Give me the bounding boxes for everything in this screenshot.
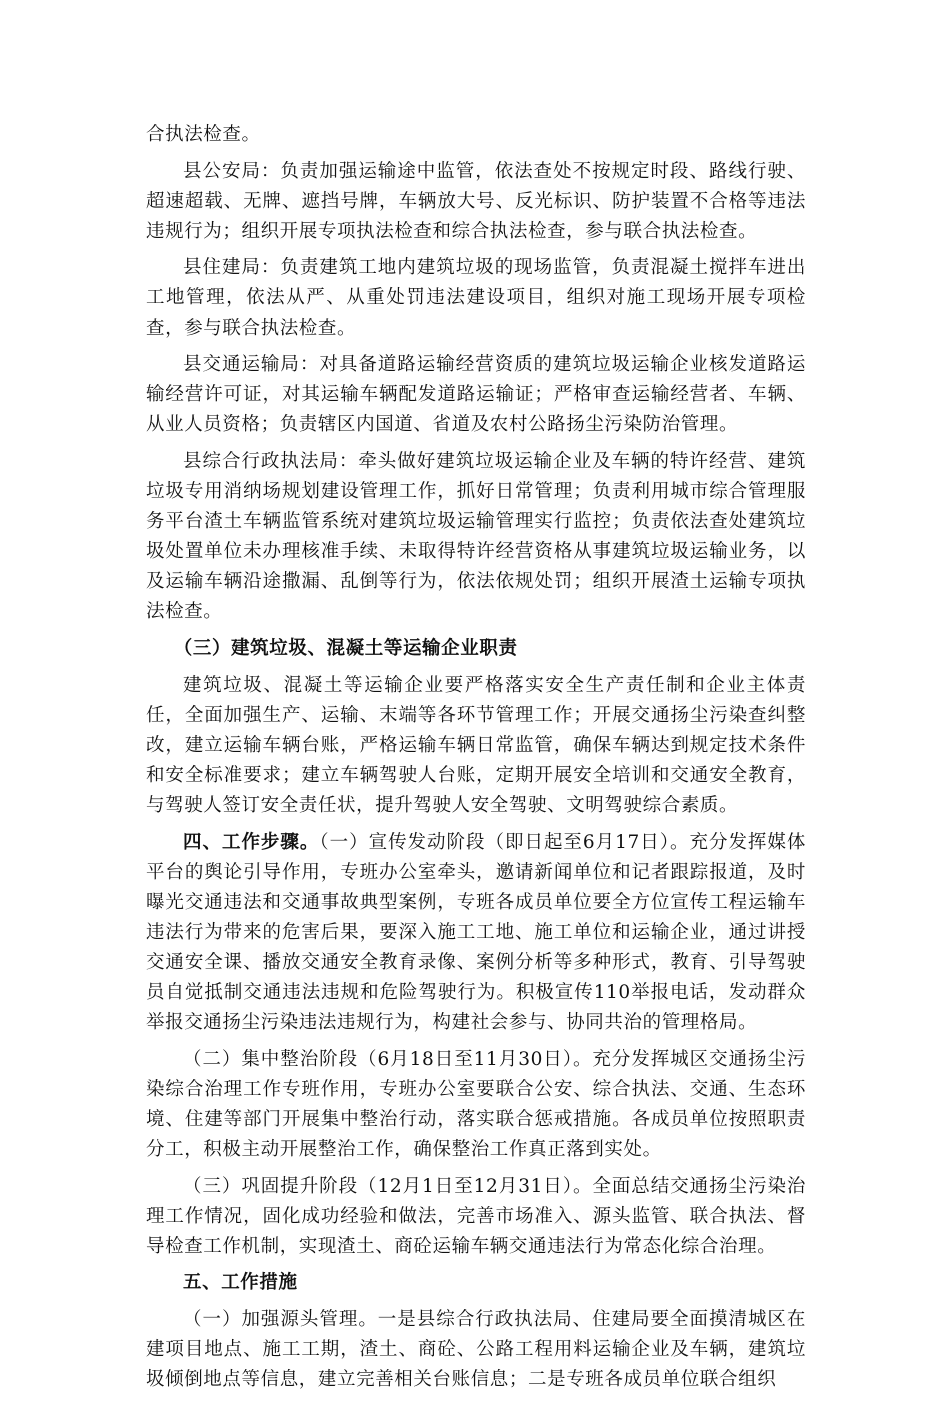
paragraph-housing-construction: 县住建局：负责建筑工地内建筑垃圾的现场监管，负责混凝土搅拌车进出工地管理，依法从严、从重处罚违法建设项目，组织对施工现场开展专项检查，参与联合执法检查。 (146, 257, 806, 339)
paragraph-public-security: 县公安局：负责加强运输途中监管，依法查处不按规定时段、路线行驶、超速超载、无牌、遮挡号牌，车辆放大号、反光标识、防护装置不合格等违法违规行为；组织开展专项执法检查和综合执法检查，参与联合执法检查。 (146, 160, 806, 242)
paragraph-transportation: 县交通运输局：对具备道路运输经营资质的建筑垃圾运输企业核发道路运输经营许可证，对其运输车辆配发道路运输证；严格审查运输经营者、车辆、从业人员资格；负责辖区内国道、省道及农村公路扬尘污染防治管理。 (146, 354, 806, 436)
section-heading-work-measures: 五、工作措施 (183, 1272, 298, 1294)
paragraph-source-management: （一）加强源头管理。一是县综合行政执法局、住建局要全面摸清城区在建项目地点、施工工期，渣土、商砼、公路工程用料运输企业及车辆，建筑垃圾倾倒地点等信息，建立完善相关台账信息；二是专班各成员单位联合组织 (146, 1308, 806, 1391)
paragraph-law-enforcement: 县综合行政执法局：牵头做好建筑垃圾运输企业及车辆的特许经营、建筑垃圾专用消纳场规划建设管理工作，抓好日常管理；负责利用城市综合管理服务平台渣土车辆监管系统对建筑垃圾运输管理实行监控；负责依法查处建筑垃圾处置单位未办理核准手续、未取得特许经营资格从事建筑垃圾运输业务，以及运输车辆沿途撒漏、乱倒等行为，依法依规处罚；组织开展渣土运输专项执法检查。 (146, 450, 806, 623)
paragraph-work-steps (146, 828, 806, 1039)
paragraph-consolidation-phase: （三）巩固提升阶段（12月1日至12月31日）。全面总结交通扬尘污染治理工作情况，固化成功经验和做法，完善市场准入、源头监管、联合执法、督导检查工作机制，实现渣土、商砼运输车辆交通违法行为常态化综合治理。 (146, 1175, 806, 1257)
work-steps-heading: 四、工作步骤。 (183, 831, 320, 853)
paragraph-enterprise-duties: 建筑垃圾、混凝土等运输企业要严格落实安全生产责任制和企业主体责任，全面加强生产、运输、末端等各环节管理工作；开展交通扬尘污染查纠整改，建立运输车辆台账，严格运输车辆日常监管，确保车辆达到规定技术条件和安全标准要求；建立车辆驾驶人台账，定期开展安全培训和交通安全教育，与驾驶人签订安全责任状，提升驾驶人安全驾驶、文明驾驶综合素质。 (146, 674, 806, 816)
section-heading-enterprise-duties: （三）建筑垃圾、混凝土等运输企业职责 (173, 638, 518, 659)
paragraph-continuation: 合执法检查。 (146, 124, 261, 145)
document-page (146, 120, 806, 1402)
work-steps-text: （一）宣传发动阶段（即日起至6月17日）。充分发挥媒体平台的舆论引导作用，专班办公室牵头，邀请新闻单位和记者跟踪报道，及时曝光交通违法和交通事故典型案例，专班各成员单位要全方位宣传工程运输车违法行为带来的危害后果，要深入施工工地、施工单位和运输企业，通过讲授交通安全课、播放交通安全教育录像、案例分析等多种形式，教育、引导驾驶员自觉抵制交通违法违规和危险驾驶行为。积极宣传110举报电话，发动群众举报交通扬尘污染违法违规行为，构建社会参与、协同共治的管理格局。 (146, 831, 806, 1034)
paragraph-rectification-phase: （二）集中整治阶段（6月18日至11月30日）。充分发挥城区交通扬尘污染综合治理工作专班作用，专班办公室要联合公安、综合执法、交通、生态环境、住建等部门开展集中整治行动，落实联合惩戒措施。各成员单位按照职责分工，积极主动开展整治工作，确保整治工作真正落到实处。 (146, 1048, 806, 1160)
